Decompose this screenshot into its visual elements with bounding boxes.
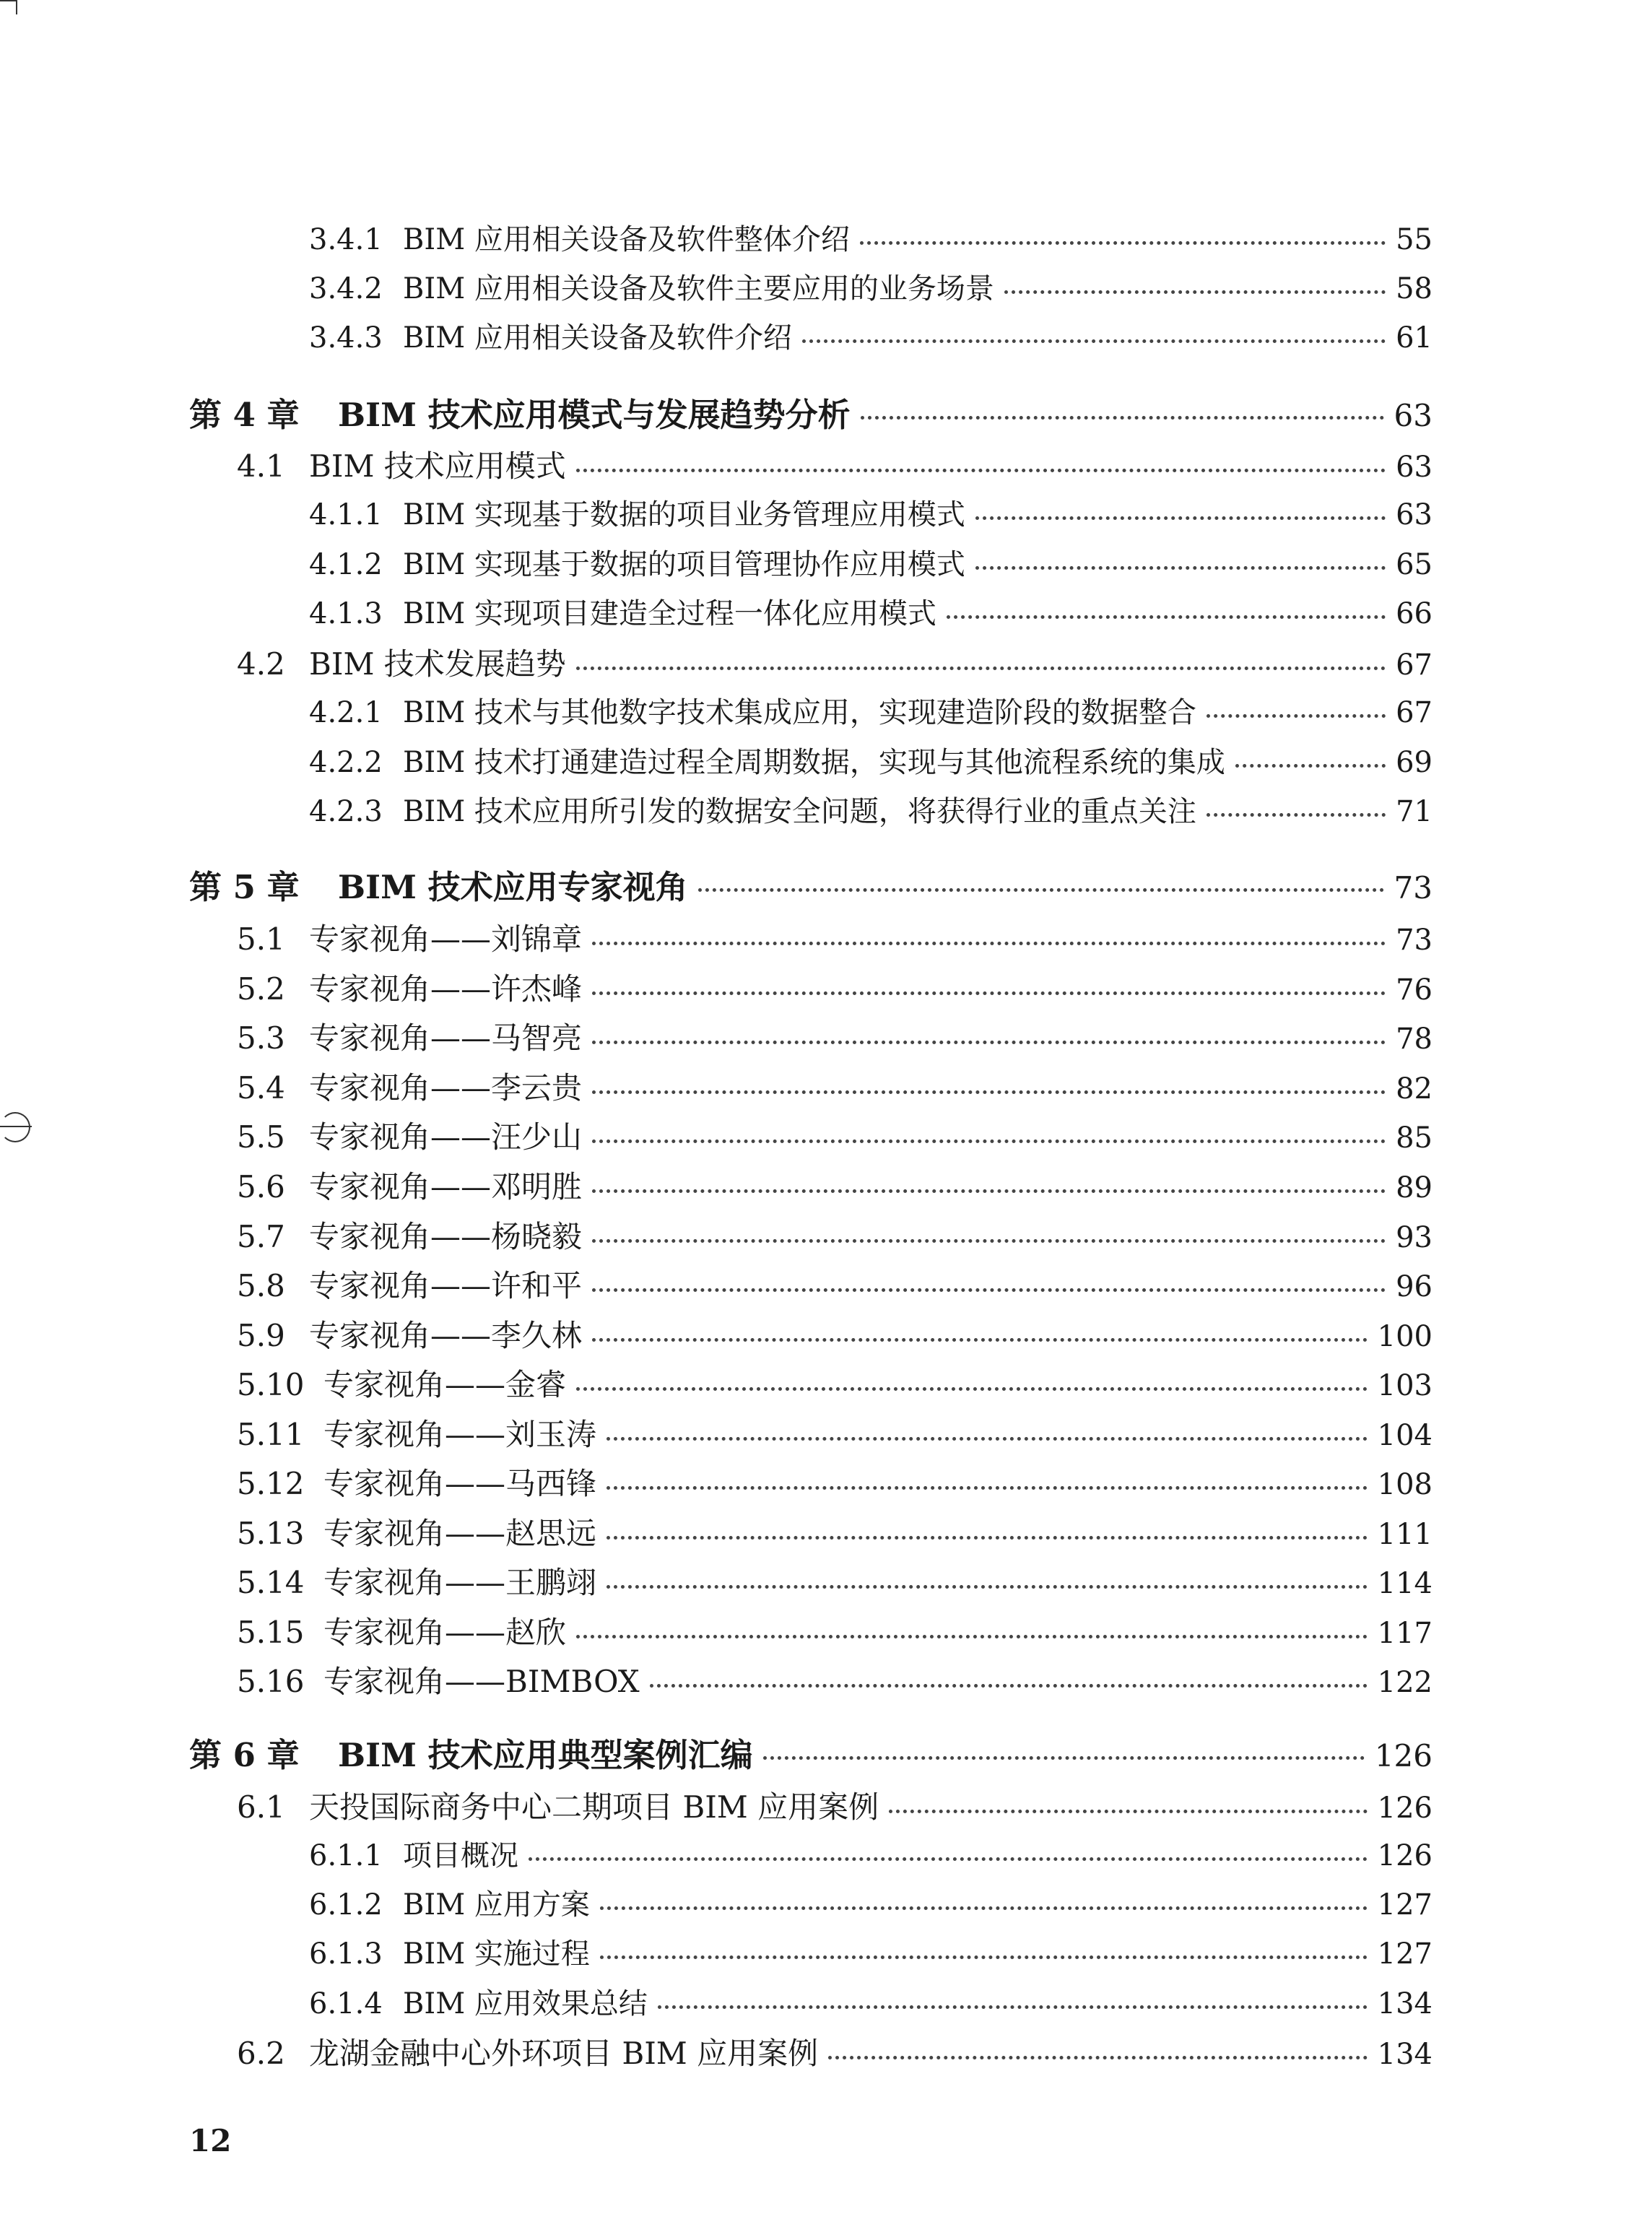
toc-entry-title: BIM 应用效果总结 [403,1987,648,2020]
toc-entry-number: 6.2 [237,2036,285,2071]
toc-entry-page: 69 [1396,746,1433,779]
toc-entry-number: 6.1 [237,1789,285,1825]
toc-entry-row[interactable] [189,1833,1433,1874]
toc-entry-page: 71 [1396,795,1433,828]
dot-leader [650,1684,1368,1688]
toc-entry-row[interactable] [189,1312,1433,1355]
toc-entry-page: 67 [1396,696,1433,729]
toc-entry-title: 专家视角——马西锋 [323,1466,597,1501]
dot-leader [592,1090,1386,1094]
toc-entry-page: 117 [1377,1617,1433,1650]
dot-leader [698,888,1384,892]
crop-mark-top [0,0,16,1]
toc-entry-number: 第 4 章 [189,396,300,434]
toc-entry-title: BIM 技术打通建造过程全周期数据，实现与其他流程系统的集成 [403,746,1225,779]
toc-entry-number: 6.1.4 [309,1987,383,2020]
dot-leader [592,991,1386,995]
toc-entry-number: 5.6 [237,1169,285,1204]
toc-entry-number: 6.1.3 [309,1937,383,1971]
toc-entry-row[interactable] [189,1213,1433,1256]
toc-entry-row[interactable] [189,916,1433,959]
toc-entry-row[interactable] [189,1262,1433,1306]
toc-entry-number: 5.2 [237,971,285,1007]
toc-entry-number: 5.11 [237,1417,305,1452]
toc-entry-title: 专家视角——邓明胜 [309,1169,583,1204]
toc-entry-number: 第 5 章 [189,868,300,906]
toc-entry-page: 108 [1377,1468,1433,1501]
toc-entry-number: 6.1.2 [309,1888,383,1922]
toc-entry-row[interactable] [189,965,1433,1009]
toc-entry-row[interactable] [189,1064,1433,1108]
dot-leader [1235,764,1386,768]
dot-leader [860,241,1386,245]
toc-entry-number: 4.1.3 [309,597,383,630]
toc-entry-title: 专家视角——赵欣 [323,1615,567,1650]
toc-entry-row[interactable] [189,1559,1433,1602]
toc-entry-title: 专家视角——刘玉涛 [323,1417,597,1452]
dot-leader [975,566,1386,570]
dot-leader [576,1635,1368,1638]
toc-entry-page: 63 [1394,398,1433,433]
dot-leader [763,1756,1365,1760]
toc-entry-number: 5.13 [237,1516,305,1551]
toc-entry-page: 82 [1396,1072,1433,1106]
toc-entry-number: 4.2.2 [309,746,383,779]
toc-entry-title: BIM 技术应用典型案例汇编 [338,1736,753,1774]
toc-entry-row[interactable] [189,789,1433,830]
toc-entry-page: 66 [1396,597,1433,630]
toc-entry-page: 93 [1396,1221,1433,1254]
toc-entry-title: BIM 技术应用模式 [309,448,566,484]
dot-leader [600,1906,1368,1910]
crop-mark-top-vertical [16,0,17,14]
toc-entry-row[interactable] [189,1163,1433,1207]
dot-leader [889,1810,1367,1813]
dot-leader [576,1387,1368,1391]
dot-leader [592,942,1386,945]
dot-leader [607,1486,1368,1490]
toc-entry-page: 126 [1377,1792,1433,1825]
dot-leader [600,1955,1368,1959]
toc-entry-title: 专家视角——李云贵 [309,1070,583,1106]
toc-entry-row[interactable] [189,1981,1433,2022]
registration-mark-line [0,1126,32,1127]
dot-leader [1207,813,1386,817]
toc-entry-number: 4.2 [237,646,285,682]
dot-leader [947,615,1386,619]
toc-entry-row[interactable] [189,1361,1433,1405]
dot-leader [592,1288,1386,1292]
toc-entry-number: 5.12 [237,1466,305,1501]
dot-leader [592,1189,1386,1193]
toc-entry-row[interactable] [189,1882,1433,1923]
toc-entry-page: 127 [1377,1937,1433,1971]
toc-entry-title: BIM 技术应用模式与发展趋势分析 [338,396,851,434]
toc-entry-title: BIM 应用相关设备及软件主要应用的业务场景 [403,272,994,305]
dot-leader [1004,290,1386,294]
dot-leader [576,469,1386,472]
toc-entry-number: 4.1.1 [309,498,383,531]
toc-entry-number: 5.1 [237,921,285,957]
toc-entry-number: 5.15 [237,1615,305,1650]
toc-entry-row[interactable] [189,690,1433,731]
toc-entry-number: 5.5 [237,1119,285,1155]
registration-mark [0,1112,30,1142]
toc-entry-row[interactable] [189,591,1433,632]
toc-entry-number: 6.1.1 [309,1839,383,1872]
toc-entry-page: 78 [1396,1023,1433,1056]
toc-entry-title: BIM 应用方案 [403,1888,590,1922]
toc-entry-page: 134 [1377,1987,1433,2020]
toc-entry-page: 114 [1377,1567,1433,1600]
toc-entry-title: BIM 技术应用专家视角 [338,868,688,906]
dot-leader [576,667,1386,670]
toc-entry-row[interactable] [189,1510,1433,1553]
toc-chapter-row[interactable] [189,388,1433,435]
toc-entry-title: BIM 实现基于数据的项目管理协作应用模式 [403,548,965,581]
toc-entry-number: 5.4 [237,1070,285,1106]
toc-entry-page: 73 [1396,924,1433,957]
page-number: 12 [189,2123,232,2158]
dot-leader [828,2056,1367,2059]
toc-entry-title: BIM 实施过程 [403,1937,590,1971]
toc-entry-title: 专家视角——金睿 [323,1367,567,1402]
toc-entry-number: 3.4.2 [309,272,383,305]
toc-entry-page: 73 [1394,870,1433,906]
toc-entry-number: 5.14 [237,1565,305,1600]
dot-leader [592,1338,1368,1342]
toc-entry-title: BIM 实现基于数据的项目业务管理应用模式 [403,498,965,531]
toc-entry-number: 3.4.1 [309,223,383,256]
toc-entry-title: BIM 应用相关设备及软件介绍 [403,321,792,355]
toc-entry-page: 96 [1396,1270,1433,1303]
toc-entry-page: 100 [1377,1320,1433,1353]
toc-entry-page: 103 [1377,1369,1433,1402]
toc-entry-page: 122 [1377,1666,1433,1699]
toc-entry-title: BIM 实现项目建造全过程一体化应用模式 [403,597,936,630]
dot-leader [607,1585,1368,1589]
toc-entry-page: 104 [1377,1419,1433,1452]
toc-chapter-row[interactable] [189,1729,1433,1776]
toc-entry-title: 专家视角——BIMBOX [323,1664,640,1699]
toc-entry-page: 126 [1377,1839,1433,1872]
toc-entry-number: 4.2.3 [309,795,383,828]
toc-entry-page: 63 [1396,498,1433,531]
toc-entry-title: 项目概况 [403,1839,518,1872]
toc-entry-page: 65 [1396,548,1433,581]
toc-entry-title: 专家视角——刘锦章 [309,921,583,957]
toc-entry-title: BIM 应用相关设备及软件整体介绍 [403,223,850,256]
dot-leader [607,1437,1368,1441]
toc-entry-row[interactable] [189,739,1433,781]
dot-leader [592,1239,1386,1243]
dot-leader [592,1139,1386,1143]
toc-entry-row[interactable] [189,1784,1433,1827]
toc-entry-page: 61 [1396,321,1433,355]
dot-leader [529,1857,1368,1861]
toc-entry-number: 3.4.3 [309,321,383,355]
dot-leader [802,339,1386,343]
toc-entry-row[interactable] [189,1113,1433,1157]
toc-entry-title: 专家视角——马智亮 [309,1020,583,1056]
toc-entry-page: 134 [1377,2038,1433,2071]
toc-entry-row[interactable] [189,266,1433,307]
toc-entry-row[interactable] [189,2030,1433,2073]
toc-entry-row[interactable] [189,492,1433,533]
toc-entry-row[interactable] [189,217,1433,258]
toc-entry-title: 龙湖金融中心外环项目 BIM 应用案例 [309,2036,819,2071]
toc-entry-page: 85 [1396,1121,1433,1155]
dot-leader [607,1536,1368,1540]
toc-entry-page: 126 [1374,1738,1433,1774]
toc-entry-title: 专家视角——杨晓毅 [309,1219,583,1254]
toc-entry-title: 天投国际商务中心二期项目 BIM 应用案例 [309,1789,879,1825]
dot-leader [658,2005,1368,2009]
dot-leader [592,1041,1386,1044]
toc-entry-title: 专家视角——王鹏翊 [323,1565,597,1600]
toc-chapter-row[interactable] [189,861,1433,908]
toc-entry-row[interactable] [189,1015,1433,1058]
toc-entry-number: 5.3 [237,1020,285,1056]
toc-entry-number: 5.16 [237,1664,305,1699]
toc-entry-number: 4.1.2 [309,548,383,581]
toc-entry-row[interactable] [189,443,1433,486]
toc-entry-row[interactable] [189,542,1433,583]
toc-entry-title: BIM 技术应用所引发的数据安全问题，将获得行业的重点关注 [403,795,1196,828]
toc-entry-page: 55 [1396,223,1433,256]
toc-entry-title: 专家视角——许杰峰 [309,971,583,1007]
toc-entry-title: BIM 技术与其他数字技术集成应用，实现建造阶段的数据整合 [403,696,1196,729]
toc-entry-title: BIM 技术发展趋势 [309,646,566,682]
toc-entry-page: 58 [1396,272,1433,305]
toc-entry-page: 127 [1377,1888,1433,1922]
toc-entry-number: 4.1 [237,448,285,484]
toc-entry-page: 67 [1396,648,1433,682]
toc-entry-number: 第 6 章 [189,1736,300,1774]
toc-entry-row[interactable] [189,1931,1433,1972]
toc-entry-title: 专家视角——赵思远 [323,1516,597,1551]
toc-entry-number: 5.7 [237,1219,285,1254]
toc-entry-row[interactable] [189,1411,1433,1454]
toc-entry-row[interactable] [189,1658,1433,1701]
toc-entry-number: 5.8 [237,1268,285,1303]
toc-entry-row[interactable] [189,315,1433,356]
toc-entry-row[interactable] [189,641,1433,684]
toc-entry-number: 4.2.1 [309,696,383,729]
toc-entry-number: 5.9 [237,1318,285,1353]
toc-entry-page: 76 [1396,973,1433,1007]
dot-leader [861,416,1384,420]
toc-entry-title: 专家视角——许和平 [309,1268,583,1303]
dot-leader [975,516,1386,520]
toc-entry-title: 专家视角——汪少山 [309,1119,583,1155]
toc-entry-title: 专家视角——李久林 [309,1318,583,1353]
dot-leader [1207,714,1386,718]
toc-entry-row[interactable] [189,1609,1433,1652]
toc-entry-page: 63 [1396,451,1433,484]
toc-entry-page: 89 [1396,1171,1433,1204]
toc-entry-row[interactable] [189,1460,1433,1503]
toc-entry-number: 5.10 [237,1367,305,1402]
toc-entry-page: 111 [1377,1518,1433,1551]
